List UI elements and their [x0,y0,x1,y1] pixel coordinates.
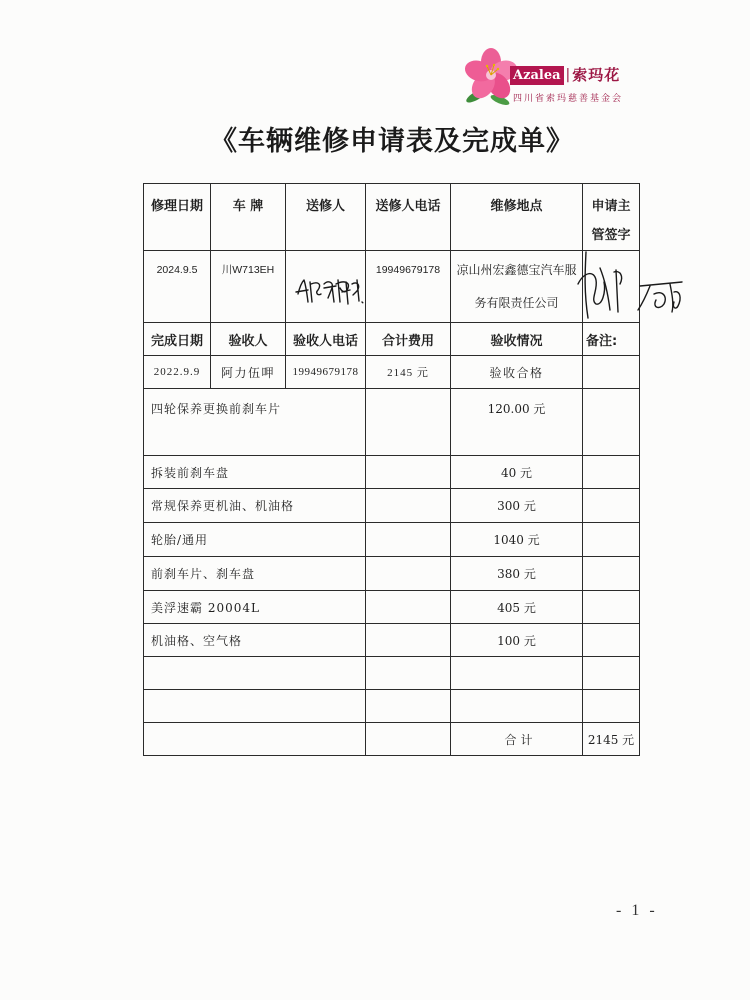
item-price: 1040 元 [451,523,583,557]
header-plate: 车 牌 [211,184,286,251]
value-remarks-cell [583,356,640,389]
header-remarks: 备注: [583,323,640,356]
table-row [144,557,640,591]
completion-header-row [144,323,640,356]
completion-value-row [144,356,640,389]
empty-cell [366,591,451,624]
header-supervisor-signature-line1: 申请主 [591,199,631,214]
empty-cell [583,657,640,690]
empty-cell [366,557,451,591]
header-sender: 送修人 [286,184,366,251]
value-repair-location-line2: 务有限责任公司 [474,296,559,310]
value-total-cost: 2145 元 [366,356,451,389]
table-row [144,624,640,657]
empty-cell [583,690,640,723]
value-sender-phone: 19949679178 [366,251,451,323]
supervisor-handwritten-signature [570,248,685,320]
request-header-row [144,184,640,251]
item-price: 120.00 元 [451,389,583,456]
empty-cell [583,456,640,489]
value-repair-location-line1: 凉山州宏鑫德宝汽车服 [456,263,577,277]
empty-cell [366,723,451,756]
table-row [144,523,640,557]
header-inspector: 验收人 [211,323,286,356]
empty-cell [366,489,451,523]
header-repair-location: 维修地点 [451,184,583,251]
header-repair-date: 修理日期 [144,184,211,251]
item-name: 美浮速霸 20004L [144,591,366,624]
page-number: - 1 - [616,902,658,919]
empty-cell [144,690,366,723]
value-completion-date: 2022.9.9 [144,356,211,389]
empty-cell [583,489,640,523]
item-price: 100 元 [451,624,583,657]
item-name: 轮胎/通用 [144,523,366,557]
item-price: 380 元 [451,557,583,591]
value-plate: 川W713EH [211,251,286,323]
table-row [144,489,640,523]
value-inspector: 阿力伍呷 [211,356,286,389]
item-name: 机油格、空气格 [144,624,366,657]
total-label: 合计 [451,723,583,756]
empty-row [144,657,640,690]
empty-cell [451,690,583,723]
value-inspection-status: 验收合格 [451,356,583,389]
empty-cell [583,389,640,456]
empty-cell [366,523,451,557]
empty-cell [144,657,366,690]
logo-separator: | [565,67,571,83]
item-name: 常规保养更机油、机油格 [144,489,366,523]
total-row [144,723,640,756]
header-inspector-phone: 验收人电话 [286,323,366,356]
request-value-row [144,251,640,323]
table-row [144,591,640,624]
empty-cell [366,624,451,657]
empty-cell [366,657,451,690]
header-inspection-status: 验收情况 [451,323,583,356]
value-repair-date: 2024.9.5 [144,251,211,323]
header-completion-date: 完成日期 [144,323,211,356]
item-price: 40 元 [451,456,583,489]
table-row [144,456,640,489]
foundation-logo [460,46,630,110]
total-value: 2145 元 [583,723,640,756]
header-supervisor-signature [583,184,640,251]
empty-cell [583,523,640,557]
item-price: 300 元 [451,489,583,523]
empty-cell [583,624,640,657]
empty-cell [366,389,451,456]
logo-latin-name: Azalea [510,66,564,85]
empty-row [144,690,640,723]
value-inspector-phone: 19949679178 [286,356,366,389]
empty-cell [144,723,366,756]
empty-cell [583,591,640,624]
empty-cell [583,557,640,591]
header-supervisor-signature-line2: 管签字 [591,228,631,243]
item-name: 前刹车片、刹车盘 [144,557,366,591]
item-price: 405 元 [451,591,583,624]
logo-wordmark [510,66,620,85]
sender-handwritten-signature [288,272,368,312]
document-title: 《车辆维修申请表及完成单》 [210,126,574,157]
logo-chinese-name: 索玛花 [572,66,621,84]
table-row [144,389,640,456]
item-name: 拆装前刹车盘 [144,456,366,489]
empty-cell [366,690,451,723]
repair-form-table [143,183,640,756]
value-repair-location [451,251,583,323]
logo-organization-name: 四川省索玛慈善基金会 [513,94,624,104]
header-total-cost: 合计费用 [366,323,451,356]
item-name: 四轮保养更换前刹车片 [144,389,366,456]
empty-cell [451,657,583,690]
empty-cell [366,456,451,489]
header-sender-phone: 送修人电话 [366,184,451,251]
